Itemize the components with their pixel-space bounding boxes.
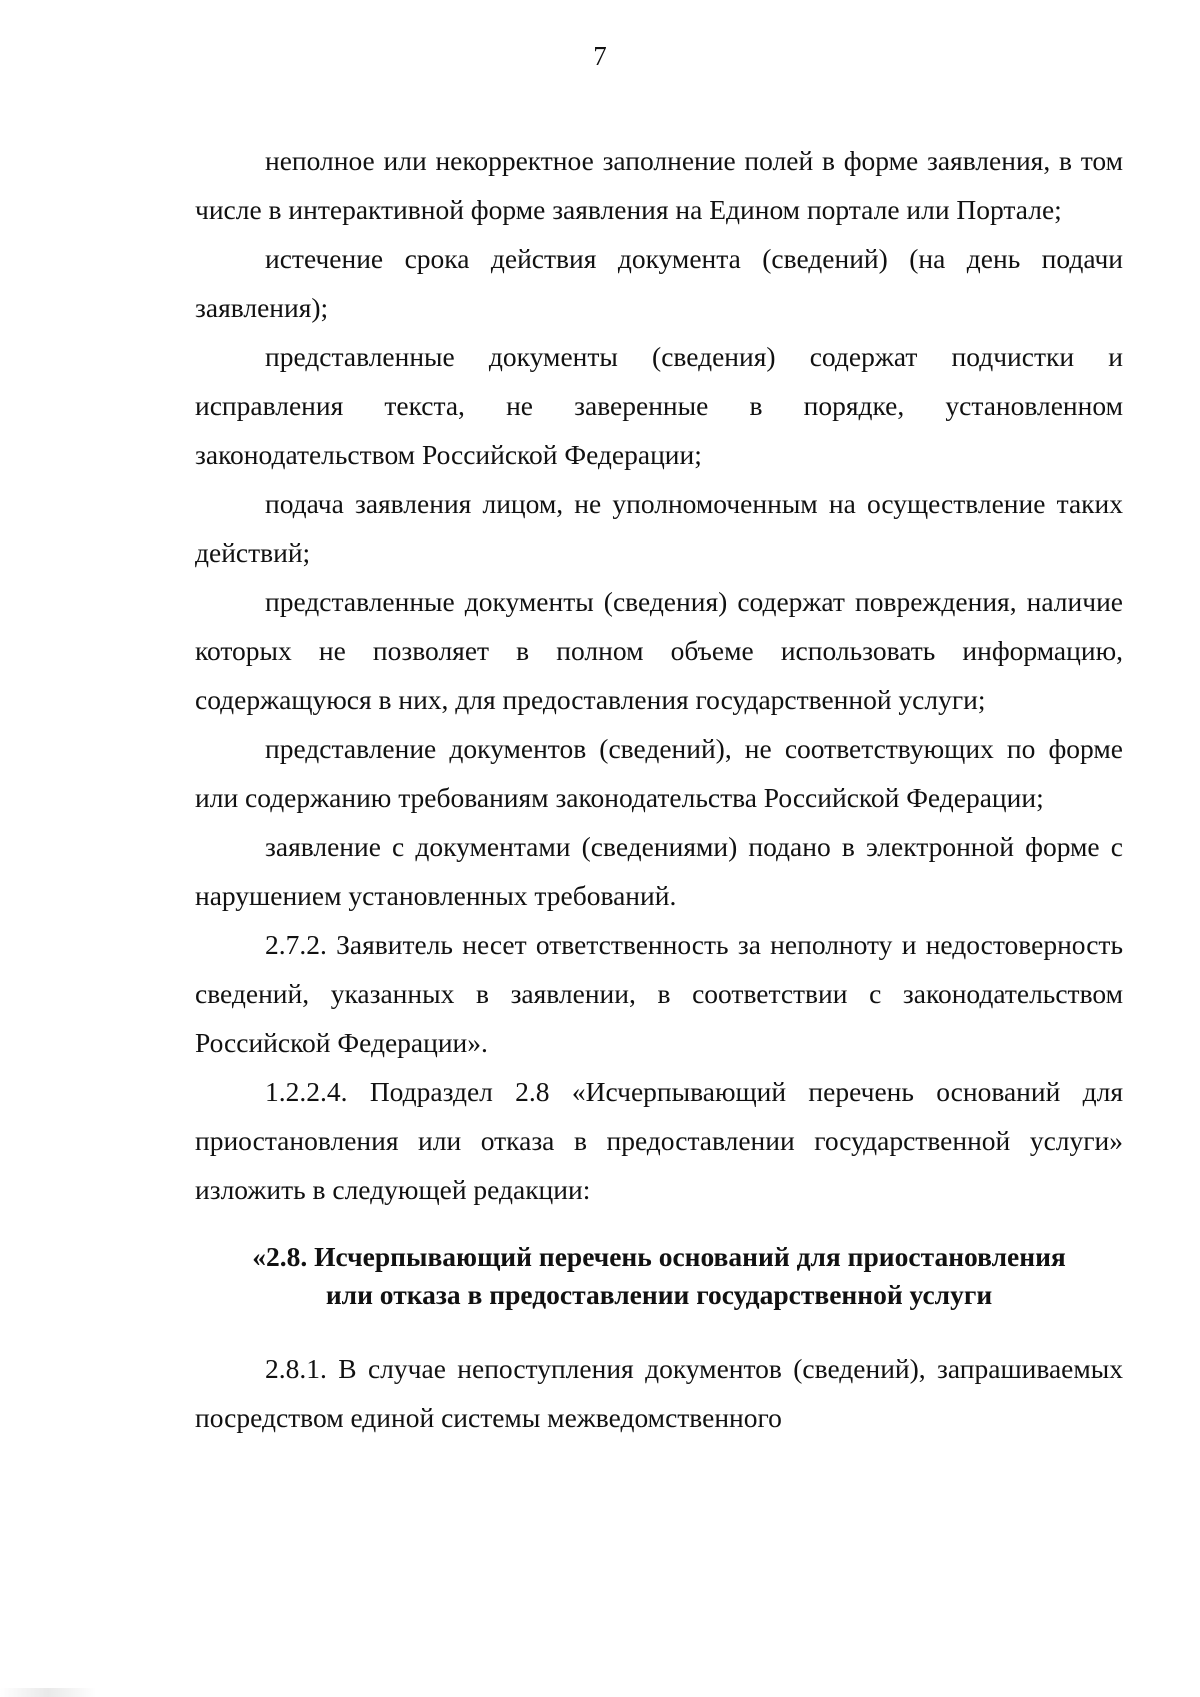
document-body	[195, 136, 1123, 1442]
paragraph-erasures-corrections: представленные документы (сведения) содержат подчистки и исправления текста, не заверенные в порядке, установленном законодательством Российской Федерации;	[195, 341, 1123, 470]
paragraph-electronic-form-violation: заявление с документами (сведениями) подано в электронной форме с нарушением установленных требований.	[195, 831, 1123, 911]
page-number: 7	[593, 41, 607, 71]
paragraph-2-7-2: 2.7.2. Заявитель несет ответственность за неполноту и недостоверность сведений, указанных в заявлении, в соответствии с законодательством Российской Федерации».	[195, 929, 1123, 1058]
paragraph-damaged-documents: представленные документы (сведения) содержат повреждения, наличие которых не позволяет в полном объеме использовать информацию, содержащуюся в них, для предоставления государственной услуги;	[195, 586, 1123, 715]
scan-edge-artifact	[0, 1688, 1200, 1697]
paragraph-document-expired: истечение срока действия документа (сведений) (на день подачи заявления);	[195, 243, 1123, 323]
section-heading-line-2: или отказа в предоставлении государственной услуги	[325, 1279, 993, 1310]
paragraph-nonconforming-documents: представление документов (сведений), не соответствующих по форме или содержанию требованиям законодательства Российской Федерации;	[195, 733, 1123, 813]
section-heading-line-1: «2.8. Исчерпывающий перечень оснований для приостановления	[252, 1241, 1066, 1272]
paragraph-1-2-2-4: 1.2.2.4. Подраздел 2.8 «Исчерпывающий перечень оснований для приостановления или отказа в предоставлении государственной услуги» изложить в следующей редакции:	[195, 1076, 1123, 1205]
paragraph-unauthorized-person: подача заявления лицом, не уполномоченным на осуществление таких действий;	[195, 488, 1123, 568]
paragraph-incomplete-fields: неполное или некорректное заполнение полей в форме заявления, в том числе в интерактивной форме заявления на Едином портале или Портале;	[195, 145, 1123, 225]
section-heading-2-8	[195, 1238, 1123, 1314]
paragraph-2-8-1: 2.8.1. В случае непоступления документов (сведений), запрашиваемых посредством единой системы межведомственного	[195, 1353, 1123, 1433]
